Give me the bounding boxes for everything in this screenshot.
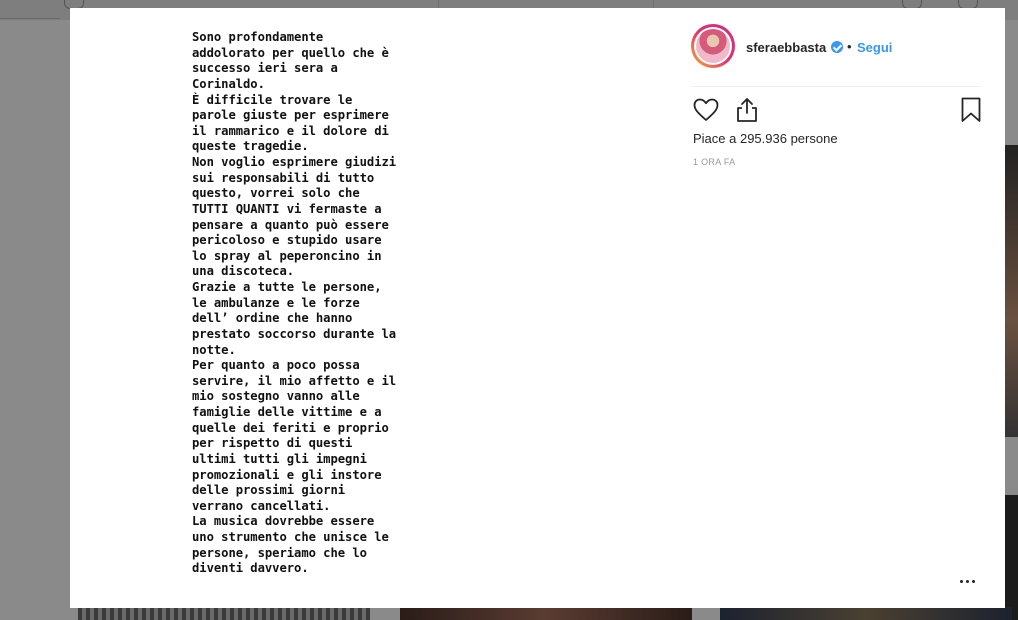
username-link[interactable]: sferaebbasta (746, 40, 827, 55)
avatar-image (696, 29, 730, 63)
more-options-icon[interactable] (960, 576, 982, 586)
heart-icon[interactable] (692, 96, 720, 124)
background-post-thumbnail (400, 607, 692, 620)
background-post-thumbnail (78, 607, 370, 620)
follow-button[interactable]: Segui (857, 40, 893, 55)
background-divider (0, 18, 60, 19)
bookmark-icon[interactable] (960, 96, 982, 124)
post-image-text: Sono profondamente addolorato per quello che è successo ieri sera a Corinaldo. È difficile trovare le parole giuste per esprimere il rammarico e il dolore di queste tragedie. Non voglio esprimere giudizi sui responsabili di tutto questo, vorrei solo che TUTTI QUANTI vi fermaste a pensare a quanto può essere pericoloso e stupido usare lo spray al peperoncino in una discoteca. Grazie a tutte le persone, le ambulanze e le forze dell’ ordine che hanno prestato soccorso durante la notte. Per quanto a poco possa servire, il mio affetto e il mio sostegno vanno alle famiglie delle vittime e a quelle dei feriti e proprio per rispetto di questi ultimi tutti gli impegni promozionali e gli instore delle prossimi giorni verrano cancellati. La musica dovrebbe essere uno strumento che unisce le persone, speriamo che lo diventi davvero. (192, 30, 397, 576)
background-post-thumbnail (720, 607, 1012, 620)
likes-count[interactable]: Piace a 295.936 persone (693, 131, 838, 146)
avatar[interactable] (691, 24, 735, 68)
separator-dot: • (847, 39, 852, 54)
share-icon[interactable] (734, 96, 760, 124)
header-divider (691, 86, 981, 87)
verified-badge-icon (831, 41, 843, 53)
post-modal (70, 8, 1005, 608)
post-timestamp: 1 ORA FA (693, 157, 736, 167)
background-post-thumbnail (1005, 145, 1018, 437)
background-post-thumbnail (1005, 495, 1018, 620)
